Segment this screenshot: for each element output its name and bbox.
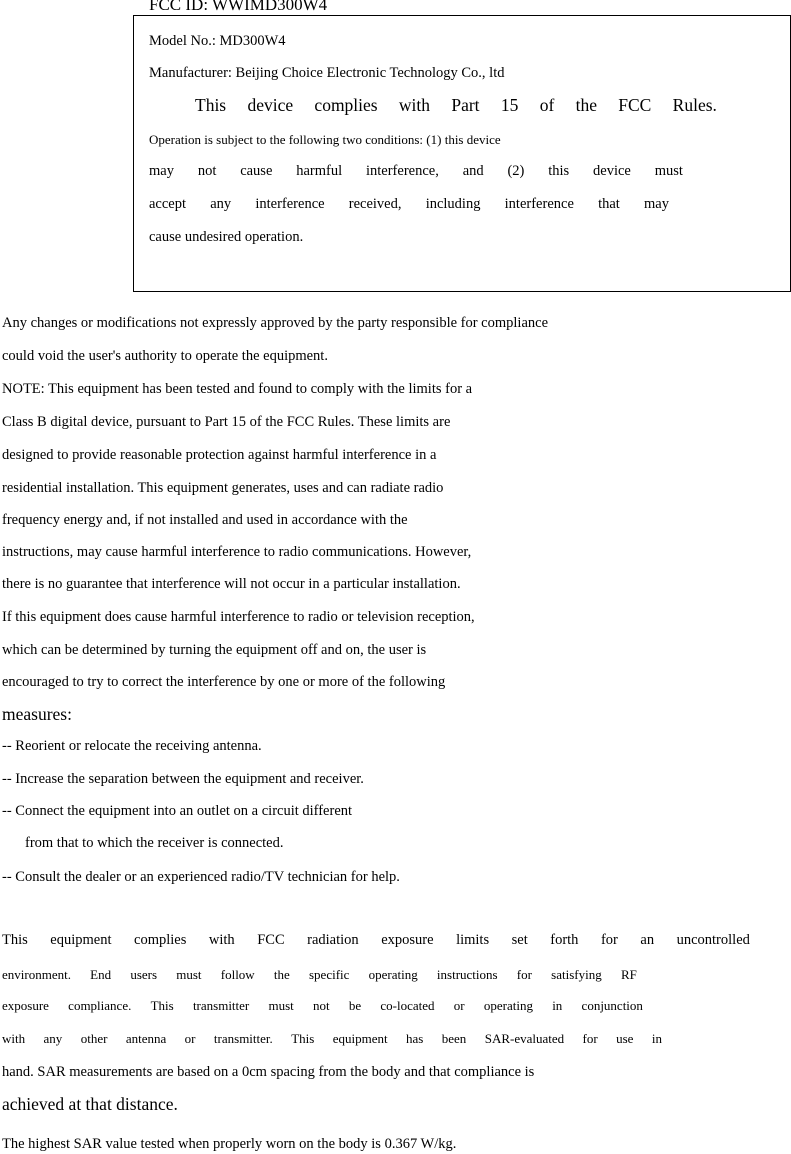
radiation-line4 (2, 1030, 662, 1048)
word: an (640, 932, 655, 948)
radiation-line5: hand. SAR measurements are based on a 0cm spacing from the body and that compliance is (2, 1064, 535, 1080)
word: use (616, 1031, 634, 1046)
word: this (548, 163, 570, 179)
word: antenna (125, 1031, 167, 1046)
complies-statement (195, 96, 717, 114)
word: uncontrolled (676, 932, 750, 948)
body-line: could void the user's authority to operate the equipment. (2, 348, 328, 364)
operation-conditions-line2 (149, 162, 683, 180)
word: received, (348, 196, 402, 212)
word: radiation (307, 932, 359, 948)
word: exposure (381, 932, 434, 948)
body-line: which can be determined by turning the equipment off and on, the user is (2, 642, 427, 658)
body-line: Class B digital device, pursuant to Part 15 of the FCC Rules. These limits are (2, 414, 451, 430)
body-line: residential installation. This equipment generates, uses and can radiate radio (2, 480, 444, 496)
measure-item: -- Reorient or relocate the receiving antenna. (2, 738, 262, 754)
word: environment. (2, 967, 71, 982)
body-line: frequency energy and, if not installed and used in accordance with the (2, 512, 408, 528)
body-line: If this equipment does cause harmful interference to radio or television reception, (2, 609, 475, 625)
radiation-line2 (2, 966, 637, 984)
word: not (313, 998, 330, 1013)
word: the (575, 95, 597, 115)
radiation-line6: achieved at that distance. (2, 1094, 178, 1114)
word: that (598, 196, 620, 212)
word: any (43, 1031, 63, 1046)
measure-item: -- Increase the separation between the equipment and receiver. (2, 771, 364, 787)
word: interference, (365, 163, 439, 179)
word: may (149, 163, 174, 179)
word: limits (456, 932, 490, 948)
word: for (516, 967, 532, 982)
measures-heading: measures: (2, 704, 72, 724)
word: operating (483, 998, 533, 1013)
model-number: Model No.: MD300W4 (149, 33, 286, 49)
word: for (600, 932, 618, 948)
word: FCC (618, 95, 652, 115)
word: or (184, 1031, 196, 1046)
word: This (2, 932, 28, 948)
word: been (441, 1031, 467, 1046)
word: operating (368, 967, 418, 982)
word: device (247, 95, 294, 115)
word: This (195, 95, 227, 115)
operation-conditions-line4: cause undesired operation. (149, 229, 304, 245)
word: harmful (296, 163, 343, 179)
body-line: designed to provide reasonable protection against harmful interference in a (2, 447, 437, 463)
word: set (511, 932, 528, 948)
manufacturer: Manufacturer: Beijing Choice Electronic Technology Co., ltd (149, 65, 505, 81)
radiation-line3 (2, 997, 643, 1015)
word: accept (149, 196, 187, 212)
radiation-line1 (2, 931, 750, 949)
word: the (273, 967, 290, 982)
word: This (291, 1031, 315, 1046)
word: be (348, 998, 362, 1013)
operation-conditions-intro: Operation is subject to the following two conditions: (1) this device (149, 132, 501, 147)
highest-sar-statement: The highest SAR value tested when properly worn on the body is 0.367 W/kg. (2, 1136, 457, 1152)
word: instructions (436, 967, 498, 982)
operation-conditions-line3 (149, 195, 669, 213)
word: End (90, 967, 112, 982)
word: follow (220, 967, 255, 982)
word: must (654, 163, 683, 179)
word: equipment (50, 932, 112, 948)
word: of (539, 95, 555, 115)
word: must (176, 967, 202, 982)
measure-item-continuation: from that to which the receiver is connected. (25, 835, 284, 851)
word: must (268, 998, 294, 1013)
word: co-located (380, 998, 435, 1013)
word: equipment (332, 1031, 388, 1046)
word: forth (550, 932, 579, 948)
word: in (552, 998, 563, 1013)
word: users (130, 967, 158, 982)
note-line: NOTE: This equipment has been tested and found to comply with the limits for a (2, 381, 473, 397)
word: with (398, 95, 431, 115)
word: transmitter. (213, 1031, 273, 1046)
word: RF (620, 967, 637, 982)
word: interference (504, 196, 574, 212)
word: complies (134, 932, 187, 948)
body-line: there is no guarantee that interference will not occur in a particular installation. (2, 576, 461, 592)
body-line: Any changes or modifications not expressly approved by the party responsible for compliance (2, 315, 549, 331)
word: (2) (507, 163, 525, 179)
measure-item: -- Connect the equipment into an outlet on a circuit different (2, 803, 353, 819)
word: including (425, 196, 481, 212)
word: Rules. (672, 95, 717, 115)
word: FCC (257, 932, 285, 948)
measure-item: -- Consult the dealer or an experienced radio/TV technician for help. (2, 869, 400, 885)
body-line: instructions, may cause harmful interference to radio communications. However, (2, 544, 472, 560)
word: This (150, 998, 174, 1013)
word: 15 (500, 95, 519, 115)
word: complies (314, 95, 378, 115)
word: SAR-evaluated (484, 1031, 565, 1046)
word: cause (240, 163, 273, 179)
word: Part (451, 95, 480, 115)
word: interference (255, 196, 325, 212)
word: with (208, 932, 235, 948)
word: satisfying (551, 967, 602, 982)
word: may (644, 196, 669, 212)
body-line: encouraged to try to correct the interference by one or more of the following (2, 674, 446, 690)
word: for (582, 1031, 598, 1046)
word: in (651, 1031, 662, 1046)
word: not (197, 163, 217, 179)
word: compliance. (68, 998, 132, 1013)
word: device (593, 163, 631, 179)
word: transmitter (192, 998, 250, 1013)
fcc-label-box (133, 15, 791, 292)
word: has (406, 1031, 424, 1046)
word: other (80, 1031, 108, 1046)
word: with (2, 1031, 26, 1046)
fcc-id: FCC ID: WWIMD300W4 (149, 0, 328, 14)
word: specific (309, 967, 350, 982)
word: or (453, 998, 465, 1013)
word: conjunction (581, 998, 643, 1013)
word: exposure (2, 998, 49, 1013)
word: any (210, 196, 232, 212)
word: and (462, 163, 484, 179)
